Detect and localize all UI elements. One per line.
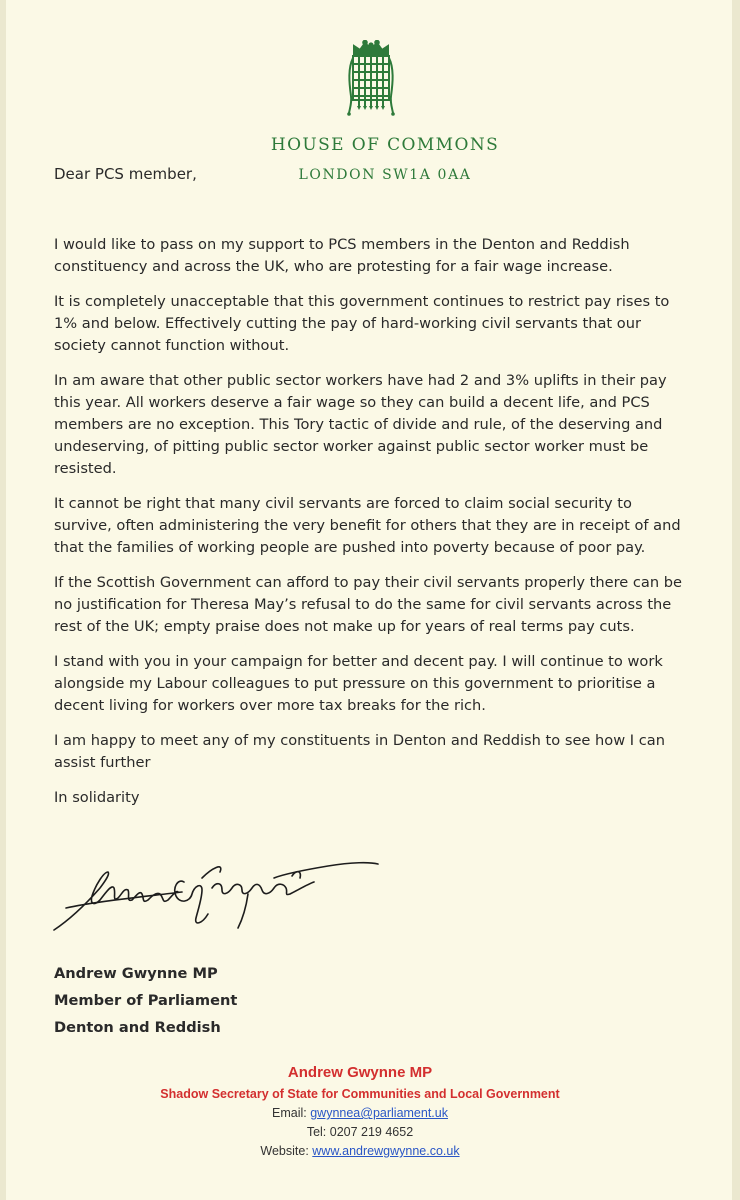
- letter-footer: [130, 1062, 590, 1161]
- footer-website-line: [130, 1142, 590, 1161]
- body-paragraph: I stand with you in your campaign for better and decent pay. I will continue to work alongside my Labour colleagues to put pressure on this government to prioritise a decent living for workers over more tax breaks for the rich.: [54, 653, 663, 714]
- body-paragraph: In am aware that other public sector workers have had 2 and 3% uplifts in their pay this year. All workers deserve a fair wage so they can build a decent life, and PCS members are no exception. This Tory tactic of divide and rule, of the deserving and undeserving, of pitting public sector worker against public sector worker must be resisted.: [54, 372, 667, 477]
- house-address: LONDON SW1A 0AA: [298, 167, 472, 183]
- footer-title: Shadow Secretary of State for Communities and Local Government: [160, 1087, 560, 1101]
- footer-tel-line: [130, 1123, 590, 1142]
- handwritten-signature: [52, 848, 382, 936]
- body-paragraph: I am happy to meet any of my constituents in Denton and Reddish to see how I can assist further: [54, 732, 665, 771]
- body-paragraph: It cannot be right that many civil servants are forced to claim social security to survive, often administering the very benefit for others that they are in receipt of and that the families of working people are pushed into poverty because of poor pay.: [54, 495, 681, 556]
- website-label: Website:: [260, 1144, 313, 1158]
- letter-body: [54, 234, 694, 822]
- body-paragraph: If the Scottish Government can afford to pay their civil servants properly there can be no justification for Theresa May’s refusal to do the same for civil servants across the rest of the UK; empty praise does not make up for years of real terms pay cuts.: [54, 574, 682, 635]
- tel-label: Tel:: [306, 1125, 330, 1139]
- signatory-role: Member of Parliament: [54, 992, 238, 1009]
- house-name: HOUSE OF COMMONS: [270, 135, 500, 155]
- salutation: Dear PCS member,: [54, 165, 197, 183]
- footer-email-line: [130, 1104, 590, 1123]
- email-link[interactable]: gwynnea@parliament.uk: [310, 1106, 448, 1120]
- signatory-name: Andrew Gwynne MP: [54, 965, 218, 982]
- email-label: Email:: [272, 1106, 311, 1120]
- body-paragraph: It is completely unacceptable that this government continues to restrict pay rises to 1% and below. Effectively cutting the pay of hard-working civil servants that our society cannot function without.: [54, 293, 670, 354]
- signature-block: [54, 960, 237, 1041]
- signatory-constituency: Denton and Reddish: [54, 1019, 221, 1036]
- portcullis-crest-icon: [346, 40, 396, 116]
- website-link[interactable]: www.andrewgwynne.co.uk: [312, 1144, 460, 1158]
- closing-line: In solidarity: [54, 789, 140, 806]
- tel-number: 0207 219 4652: [329, 1125, 414, 1139]
- body-paragraph: I would like to pass on my support to PCS members in the Denton and Reddish constituency and across the UK, who are protesting for a fair wage increase.: [54, 236, 630, 275]
- footer-name: Andrew Gwynne MP: [287, 1064, 433, 1081]
